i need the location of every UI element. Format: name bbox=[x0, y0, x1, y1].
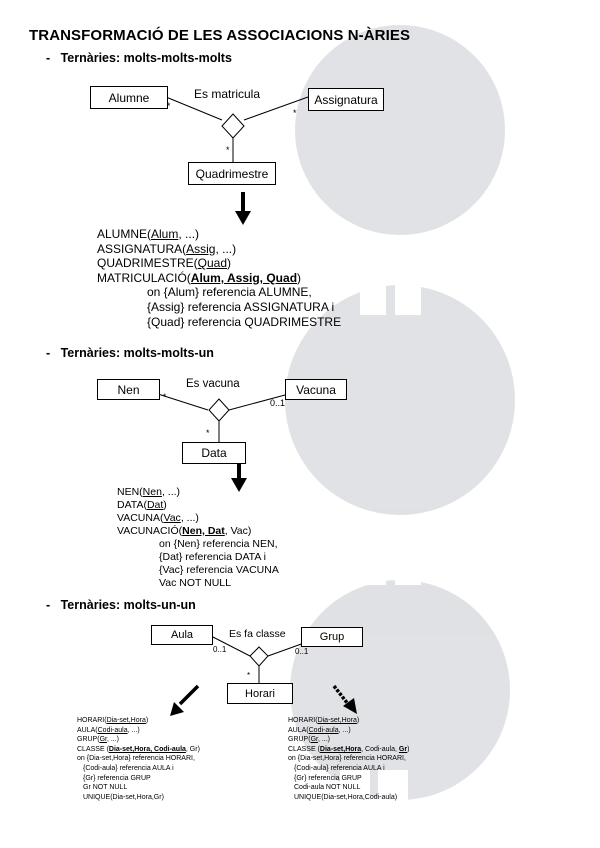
multiplicity-c-2: * bbox=[206, 428, 210, 438]
multiplicity-b-3: 0..1 bbox=[295, 647, 309, 656]
schema-ref: Gr NOT NULL bbox=[83, 784, 128, 792]
multiplicity-a-1: * bbox=[167, 101, 171, 111]
schema-line: HORARI(Dia-set,Hora) bbox=[288, 717, 360, 724]
schema-ref: on {Alum} referencia ALUMNE, bbox=[147, 285, 312, 300]
section-2-title: Ternàries: molts-molts-un bbox=[60, 346, 214, 360]
schema-line: GRUP(Gr, ...) bbox=[288, 736, 331, 744]
schema-ref: {Quad} referencia QUADRIMESTRE bbox=[147, 314, 342, 329]
schema-line-main: CLASSE (Dia-set,Hora, Codi-aula, Gr) bbox=[288, 745, 410, 753]
entity-data: Data bbox=[182, 442, 246, 464]
schema-ref: on {Nen} referencia NEN, bbox=[159, 538, 278, 550]
schema-ref: Vac NOT NULL bbox=[159, 577, 231, 589]
entity-grup: Grup bbox=[301, 627, 363, 647]
relation-label-2: Es vacuna bbox=[186, 378, 240, 390]
multiplicity-b-1: * bbox=[293, 108, 297, 118]
multiplicity-c-3: * bbox=[247, 671, 251, 680]
schema-ref: UNIQUE(Dia-set,Hora,Codi-aula) bbox=[294, 793, 398, 801]
schema-ref: {Gr} referencia GRUP bbox=[83, 774, 151, 782]
schema-line: ALUMNE(Alum, ...) bbox=[97, 227, 200, 241]
schema-ref: {Codi-aula} referencia AULA i bbox=[294, 764, 385, 772]
schema-ref: on {Dia-set,Hora} referencia HORARI, bbox=[77, 755, 195, 763]
entity-aula: Aula bbox=[151, 625, 213, 645]
schema-ref: {Assig} referencia ASSIGNATURA i bbox=[147, 299, 335, 314]
schema-line: ASSIGNATURA(Assig, ...) bbox=[97, 241, 237, 256]
entity-alumne: Alumne bbox=[90, 86, 168, 109]
section-3-title: Ternàries: molts-un-un bbox=[60, 598, 196, 612]
schema-line: AULA(Codi-aula, ...) bbox=[77, 726, 140, 734]
section-1-title: Ternàries: molts-molts-molts bbox=[60, 51, 232, 65]
schema-block-3-right bbox=[288, 716, 409, 802]
schema-ref: {Gr} referencia GRUP bbox=[294, 774, 362, 782]
schema-ref: Codi-aula NOT NULL bbox=[294, 784, 361, 792]
schema-ref: UNIQUE(Dia-set,Hora,Gr) bbox=[83, 793, 164, 801]
bullet: - bbox=[46, 598, 51, 612]
bullet: - bbox=[46, 346, 51, 360]
bullet: - bbox=[46, 51, 51, 65]
entity-nen: Nen bbox=[97, 379, 160, 400]
multiplicity-c-1: * bbox=[226, 145, 230, 155]
entity-assignatura: Assignatura bbox=[308, 88, 384, 111]
schema-block-3-left bbox=[77, 716, 200, 802]
schema-line: NEN(Nen, ...) bbox=[117, 486, 181, 498]
schema-line: QUADRIMESTRE(Quad) bbox=[97, 256, 232, 271]
diamond-3 bbox=[250, 647, 268, 666]
schema-line: GRUP(Gr, ...) bbox=[77, 736, 120, 744]
entity-quadrimestre: Quadrimestre bbox=[188, 162, 276, 185]
multiplicity-a-2: * bbox=[163, 392, 167, 402]
schema-ref: {Vac} referencia VACUNA bbox=[159, 564, 279, 576]
multiplicity-b-2: 0..1 bbox=[270, 398, 286, 408]
entity-vacuna: Vacuna bbox=[285, 379, 347, 400]
page-title: TRANSFORMACIÓ DE LES ASSOCIACIONS N-ÀRIES bbox=[29, 27, 411, 44]
schema-ref: on {Dia-set,Hora} referencia HORARI, bbox=[288, 755, 406, 763]
entity-horari: Horari bbox=[227, 683, 293, 704]
schema-line-main: MATRICULACIÓ(Alum, Assig, Quad) bbox=[97, 270, 302, 285]
relation-label-1: Es matricula bbox=[194, 87, 261, 101]
schema-ref: {Codi-aula} referencia AULA i bbox=[83, 764, 174, 772]
schema-ref: {Dat} referencia DATA i bbox=[159, 551, 266, 563]
relation-label-3: Es fa classe bbox=[229, 628, 286, 640]
schema-line-main: CLASSE (Dia-set,Hora, Codi-aula, Gr) bbox=[77, 745, 200, 753]
multiplicity-a-3: 0..1 bbox=[213, 645, 227, 654]
schema-line: AULA(Codi-aula, ...) bbox=[288, 726, 351, 734]
schema-line: DATA(Dat) bbox=[117, 499, 167, 511]
schema-line: VACUNA(Vac, ...) bbox=[117, 512, 199, 524]
schema-line-main: VACUNACIÓ(Nen, Dat, Vac) bbox=[117, 525, 252, 537]
schema-line: HORARI(Dia-set,Hora) bbox=[77, 717, 149, 724]
